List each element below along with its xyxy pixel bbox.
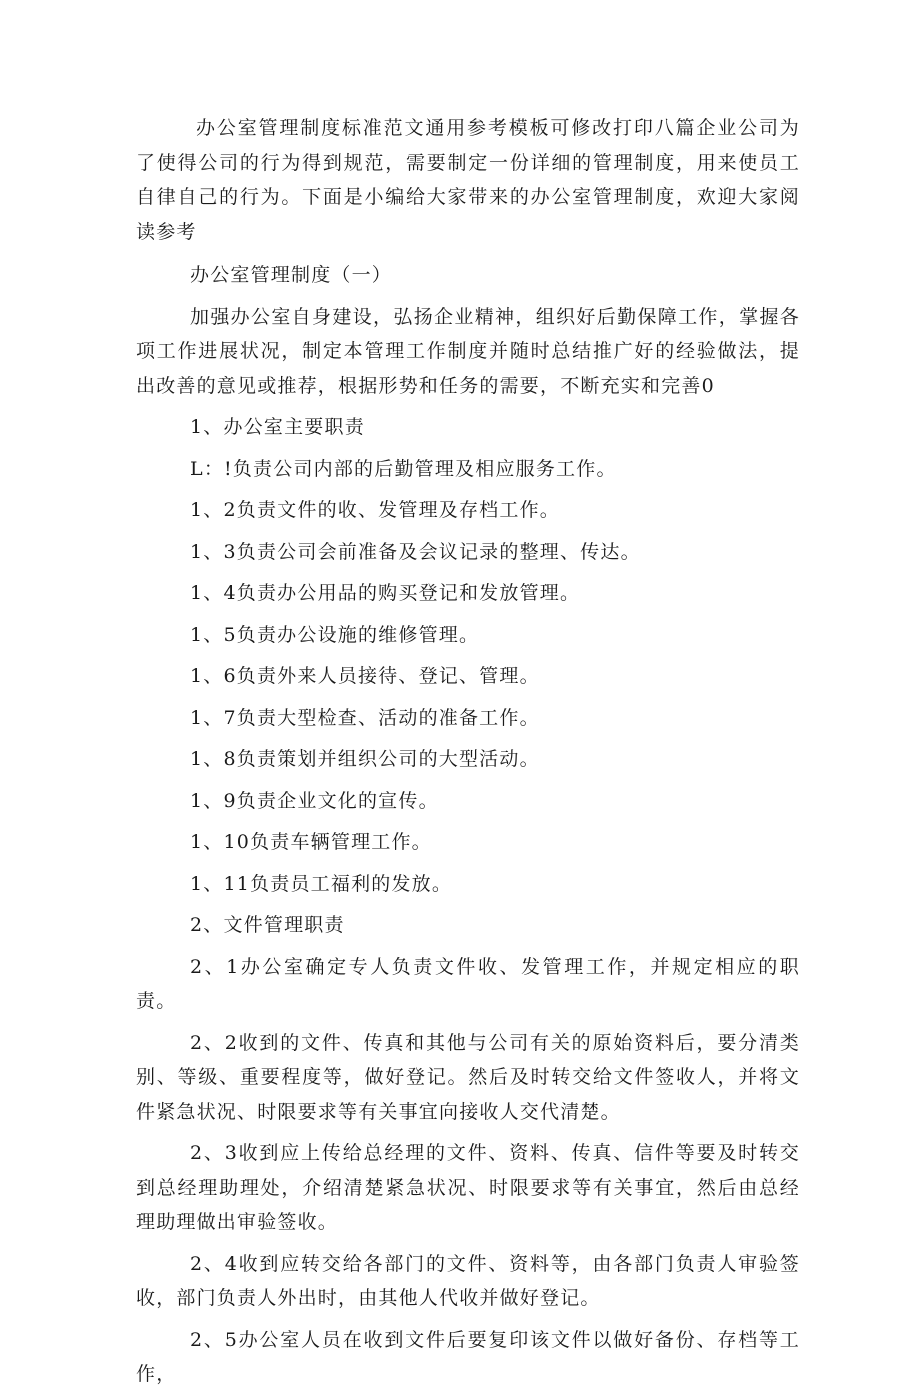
list-item: 1、6负责外来人员接待、登记、管理。 (190, 665, 540, 687)
section-title: 办公室管理制度（一） (190, 264, 393, 286)
list-item: L：!负责公司内部的后勤管理及相应服务工作。 (190, 457, 617, 480)
document-body (136, 111, 800, 1392)
heading-duties: 1、办公室主要职责 (190, 416, 365, 438)
list-item: 1、9负责企业文化的宣传。 (190, 789, 439, 812)
intro-paragraph: 办公室管理制度标准范文通用参考模板可修改打印八篇企业公司为了使得公司的行为得到规范，需要制定一份详细的管理制度，用来使员工自律自己的行为。下面是小编给大家带来的办公室管理制度，欢迎大家阅读参考 (136, 117, 800, 243)
list-item: 2、1办公室确定专人负责文件收、发管理工作，并规定相应的职责。 (136, 955, 800, 1012)
list-item: 1、7负责大型检查、活动的准备工作。 (190, 706, 540, 729)
list-item: 1、3负责公司会前准备及会议记录的整理、传达。 (190, 540, 641, 563)
list-item: 2、3收到应上传给总经理的文件、资料、传真、信件等要及时转交到总经理助理处，介绍清楚紧急状况、时限要求等有关事宜，然后由总经理助理做出审验签收。 (136, 1142, 800, 1233)
list-item: 1、2负责文件的收、发管理及存档工作。 (190, 499, 560, 521)
purpose-paragraph: 加强办公室自身建设，弘扬企业精神，组织好后勤保障工作，掌握各项工作进展状况，制定本管理工作制度并随时总结推广好的经验做法，提出改善的意见或推荐，根据形势和任务的需要，不断充实和完善0 (136, 305, 800, 397)
heading-file-management: 2、文件管理职责 (190, 914, 345, 936)
list-item: 1、8负责策划并组织公司的大型活动。 (190, 748, 540, 770)
list-item: 1、11负责员工福利的发放。 (190, 872, 453, 895)
list-item: 1、10负责车辆管理工作。 (190, 831, 432, 853)
list-item: 2、4收到应转交给各部门的文件、资料等，由各部门负责人审验签收，部门负责人外出时，由其他人代收并做好登记。 (136, 1252, 800, 1309)
list-item: 1、5负责办公设施的维修管理。 (190, 623, 480, 646)
list-item: 2、5办公室人员在收到文件后要复印该文件以做好备份、存档等工作， (136, 1328, 800, 1385)
list-item: 1、4负责办公用品的购买登记和发放管理。 (190, 582, 581, 604)
list-item: 2、2收到的文件、传真和其他与公司有关的原始资料后，要分清类别、等级、重要程度等，做好登记。然后及时转交给文件签收人，并将文件紧急状况、时限要求等有关事宜向接收人交代清楚。 (136, 1031, 800, 1123)
